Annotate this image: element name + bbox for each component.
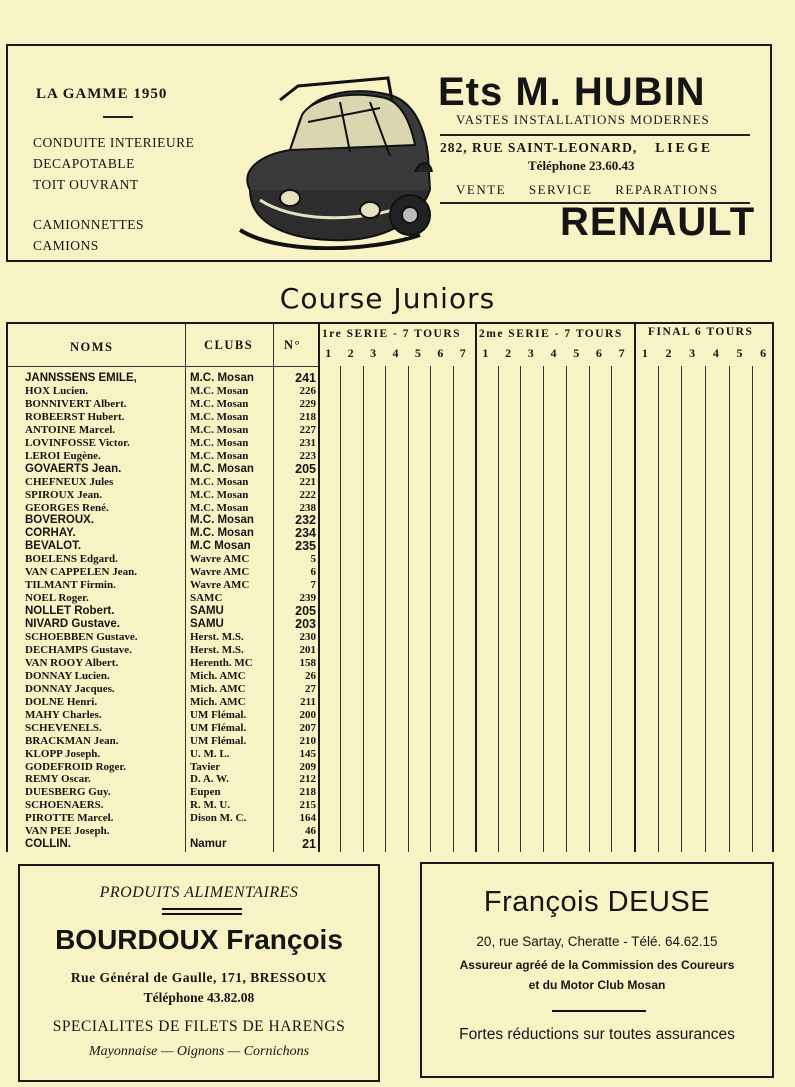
competitor-name: ROBEERST Hubert. bbox=[25, 410, 125, 423]
lap-divider bbox=[566, 366, 567, 852]
competitor-name: GEORGES René. bbox=[25, 501, 109, 514]
table-row bbox=[8, 424, 328, 437]
table-row bbox=[8, 527, 328, 540]
advert-products: Mayonnaise — Oignons — Cornichons bbox=[88, 1044, 310, 1059]
competitor-name: NOEL Roger. bbox=[25, 592, 89, 605]
lap-number: 3 bbox=[527, 346, 534, 360]
lap-number: 7 bbox=[459, 346, 466, 360]
competitor-club: UM Flémal. bbox=[190, 708, 247, 721]
competitor-number: 241 bbox=[295, 371, 316, 385]
table-row bbox=[8, 502, 328, 515]
competitor-number: 238 bbox=[299, 501, 316, 514]
competitor-number: 200 bbox=[299, 708, 316, 721]
gamme-list-commercial bbox=[33, 214, 144, 256]
competitor-name: VAN PEE Joseph. bbox=[25, 825, 110, 838]
competitor-number: 26 bbox=[305, 669, 316, 682]
competitor-name: SCHEVENELS. bbox=[25, 721, 102, 734]
table-row bbox=[8, 476, 328, 489]
competitor-number: 229 bbox=[299, 397, 316, 410]
lap-divider bbox=[385, 366, 386, 852]
lap-number: 6 bbox=[595, 346, 602, 360]
header-noms: NOMS bbox=[70, 340, 114, 354]
competitor-name: DUESBERG Guy. bbox=[25, 786, 111, 799]
hubin-advert bbox=[6, 44, 772, 262]
competitor-name: GODEFROID Roger. bbox=[25, 760, 127, 773]
competitor-club: SAMC bbox=[190, 592, 223, 605]
competitor-number: 210 bbox=[299, 734, 316, 747]
advert-name: François DEUSE bbox=[483, 886, 711, 918]
lap-number: 1 bbox=[641, 346, 648, 360]
table-row bbox=[8, 735, 328, 748]
results-table bbox=[6, 322, 774, 852]
competitor-number: 227 bbox=[299, 423, 316, 436]
competitor-club: M.C. Mosan bbox=[190, 449, 249, 462]
gamme-item: CAMIONS bbox=[33, 238, 99, 253]
city: LIEGE bbox=[655, 140, 714, 155]
competitor-club: M.C. Mosan bbox=[190, 372, 254, 384]
header-serie-2: 2me SERIE - 7 TOURS bbox=[479, 328, 623, 340]
competitor-number: 215 bbox=[299, 799, 316, 812]
competitor-number: 46 bbox=[305, 825, 316, 838]
table-row bbox=[8, 385, 328, 398]
competitor-name: PIROTTE Marcel. bbox=[25, 812, 114, 825]
advert-line: et du Motor Club Mosan bbox=[528, 978, 666, 992]
table-row bbox=[8, 838, 328, 851]
lap-divider bbox=[681, 366, 682, 852]
competitor-number: 232 bbox=[295, 513, 316, 528]
lap-number: 4 bbox=[392, 346, 399, 360]
lap-divider bbox=[705, 366, 706, 852]
competitor-club: M.C. Mosan bbox=[190, 501, 249, 514]
competitor-name: KLOPP Joseph. bbox=[25, 747, 101, 760]
competitor-club: M.C. Mosan bbox=[190, 488, 249, 501]
gamme-divider bbox=[103, 116, 133, 118]
competitor-number: 145 bbox=[299, 747, 316, 760]
divider bbox=[552, 1010, 646, 1012]
table-row bbox=[8, 605, 328, 618]
competitor-name: CHEFNEUX Jules bbox=[25, 475, 114, 488]
competitor-name: VAN ROOY Albert. bbox=[25, 656, 119, 669]
table-row bbox=[8, 398, 328, 411]
competitor-name: COLLIN. bbox=[25, 838, 71, 851]
competitor-number: 5 bbox=[310, 553, 316, 566]
lap-number: 2 bbox=[665, 346, 672, 360]
competitor-number: 203 bbox=[295, 617, 316, 632]
table-row bbox=[8, 411, 328, 424]
table-row bbox=[8, 450, 328, 463]
brand-name: RENAULT bbox=[560, 200, 756, 244]
competitor-number: 222 bbox=[299, 488, 316, 501]
competitor-number: 209 bbox=[299, 760, 316, 773]
competitor-club: Namur bbox=[190, 838, 227, 851]
header-serie-1: 1re SERIE - 7 TOURS bbox=[322, 328, 462, 340]
competitor-club: Wavre AMC bbox=[190, 566, 250, 579]
competitor-number: 207 bbox=[299, 721, 316, 734]
competitor-name: NOLLET Robert. bbox=[25, 605, 115, 618]
advert-line: Assureur agréé de la Commission des Coureurs bbox=[459, 958, 735, 972]
header-numero: N° bbox=[284, 338, 302, 352]
gamme-item: TOIT OUVRANT bbox=[33, 177, 139, 192]
competitor-club: M.C. Mosan bbox=[190, 475, 249, 488]
advert-address: Rue Général de Gaulle, 171, BRESSOUX bbox=[70, 970, 328, 985]
deuse-advert bbox=[420, 862, 774, 1078]
competitor-club: U. M. L. bbox=[190, 747, 230, 760]
competitor-club: Mich. AMC bbox=[190, 695, 246, 708]
table-row bbox=[8, 786, 328, 799]
competitor-name: GOVAERTS Jean. bbox=[25, 462, 122, 475]
lap-number: 3 bbox=[370, 346, 377, 360]
lap-divider bbox=[453, 366, 454, 852]
company-name: Ets M. HUBIN bbox=[438, 70, 706, 114]
table-row bbox=[8, 514, 328, 527]
advert-slogan: Fortes réductions sur toutes assurances bbox=[459, 1026, 735, 1043]
header-clubs: CLUBS bbox=[204, 338, 254, 352]
competitor-club: UM Flémal. bbox=[190, 734, 247, 747]
advert-address: 20, rue Sartay, Cheratte - Télé. 64.62.15 bbox=[476, 934, 718, 949]
table-row bbox=[8, 553, 328, 566]
table-row bbox=[8, 437, 328, 450]
lap-divider bbox=[363, 366, 364, 852]
lap-number: 2 bbox=[347, 346, 354, 360]
column-divider bbox=[475, 324, 477, 852]
competitor-number: 205 bbox=[295, 461, 316, 476]
competitor-number: 205 bbox=[295, 604, 316, 619]
competitor-name: HOX Lucien. bbox=[25, 384, 88, 397]
competitor-name: DOLNE Henri. bbox=[25, 695, 98, 708]
competitor-name: VAN CAPPELEN Jean. bbox=[25, 566, 137, 579]
table-row bbox=[8, 748, 328, 761]
competitor-name: DONNAY Lucien. bbox=[25, 669, 110, 682]
table-row bbox=[8, 709, 328, 722]
competitor-number: 230 bbox=[299, 631, 316, 643]
competitor-number: 239 bbox=[299, 592, 316, 605]
competitor-name: DONNAY Jacques. bbox=[25, 682, 115, 695]
lap-divider bbox=[658, 366, 659, 852]
competitor-name: SCHOEBBEN Gustave. bbox=[25, 631, 138, 643]
advert-phone: Téléphone 43.82.08 bbox=[143, 990, 255, 1005]
competitor-name: SPIROUX Jean. bbox=[25, 488, 103, 501]
table-row bbox=[8, 372, 328, 385]
competitor-club: M.C. Mosan bbox=[190, 410, 249, 423]
competitor-club: M.C. Mosan bbox=[190, 423, 249, 436]
table-row bbox=[8, 722, 328, 735]
lap-number: 6 bbox=[760, 346, 767, 360]
table-row bbox=[8, 579, 328, 592]
competitor-name: NIVARD Gustave. bbox=[25, 618, 121, 631]
competitor-number: 6 bbox=[310, 566, 316, 579]
double-rule bbox=[162, 908, 242, 915]
competitor-name: DECHAMPS Gustave. bbox=[25, 643, 132, 656]
lap-divider bbox=[752, 366, 753, 852]
competitor-name: CORHAY. bbox=[25, 527, 76, 540]
competitor-club: Tavier bbox=[190, 760, 221, 773]
lap-number: 7 bbox=[618, 346, 625, 360]
competitor-name: JANNSSENS EMILE, bbox=[25, 372, 137, 384]
lap-number: 2 bbox=[505, 346, 512, 360]
competitor-club: UM Flémal. bbox=[190, 721, 247, 734]
lap-number: 1 bbox=[482, 346, 489, 360]
lap-number: 4 bbox=[550, 346, 557, 360]
table-row bbox=[8, 696, 328, 709]
table-row bbox=[8, 812, 328, 825]
company-services: VENTE SERVICE REPARATIONS bbox=[456, 182, 719, 197]
lap-divider bbox=[430, 366, 431, 852]
competitor-number: 158 bbox=[299, 656, 316, 669]
gamme-item: CONDUITE INTERIEURE bbox=[33, 135, 195, 150]
competitor-number: 234 bbox=[295, 526, 316, 541]
competitor-number: 218 bbox=[299, 786, 316, 799]
competitor-name: TILMANT Firmin. bbox=[25, 579, 116, 592]
divider bbox=[440, 134, 750, 136]
competitor-number: 235 bbox=[295, 539, 316, 554]
competitor-club: Mich. AMC bbox=[190, 669, 246, 682]
gamme-item: DECAPOTABLE bbox=[33, 156, 135, 171]
gamme-item: CAMIONNETTES bbox=[33, 217, 144, 232]
competitor-number: 201 bbox=[299, 643, 316, 656]
table-row bbox=[8, 657, 328, 670]
competitor-club: Herst. M.S. bbox=[190, 631, 244, 643]
lap-number: 5 bbox=[414, 346, 421, 360]
table-row bbox=[8, 761, 328, 774]
gamme-list bbox=[33, 132, 194, 195]
page-title: Course Juniors bbox=[279, 282, 496, 315]
competitor-club: Herst. M.S. bbox=[190, 643, 244, 656]
lap-divider bbox=[408, 366, 409, 852]
lap-number: 5 bbox=[736, 346, 743, 360]
table-row bbox=[8, 489, 328, 502]
competitor-number: 231 bbox=[299, 436, 316, 449]
competitor-club: Wavre AMC bbox=[190, 553, 250, 566]
lap-number: 5 bbox=[573, 346, 580, 360]
competitor-name: BOELENS Edgard. bbox=[25, 553, 118, 566]
lap-divider bbox=[340, 366, 341, 852]
competitor-number: 21 bbox=[302, 837, 316, 852]
header-final: FINAL 6 TOURS bbox=[648, 326, 754, 338]
lap-divider bbox=[498, 366, 499, 852]
advert-name: BOURDOUX François bbox=[55, 924, 343, 955]
competitor-name: BRACKMAN Jean. bbox=[25, 734, 119, 747]
company-address bbox=[440, 140, 713, 156]
lap-number: 6 bbox=[437, 346, 444, 360]
competitor-number: 221 bbox=[299, 475, 316, 488]
competitor-club: D. A. W. bbox=[190, 773, 229, 786]
competitor-club: M.C. Mosan bbox=[190, 436, 249, 449]
table-row bbox=[8, 825, 328, 838]
table-row bbox=[8, 566, 328, 579]
competitor-name: REMY Oscar. bbox=[25, 773, 91, 786]
table-row bbox=[8, 631, 328, 644]
competitor-number: 27 bbox=[305, 682, 316, 695]
competitor-name: ANTOINE Marcel. bbox=[25, 423, 116, 436]
lap-divider bbox=[611, 366, 612, 852]
table-row bbox=[8, 773, 328, 786]
table-row bbox=[8, 463, 328, 476]
competitor-name: SCHOENAERS. bbox=[25, 799, 104, 812]
competitor-club: M.C Mosan bbox=[190, 540, 251, 553]
table-row bbox=[8, 618, 328, 631]
lap-number: 4 bbox=[712, 346, 719, 360]
company-phone: Téléphone 23.60.43 bbox=[528, 158, 635, 173]
lap-divider bbox=[589, 366, 590, 852]
competitor-number: 218 bbox=[299, 410, 316, 423]
company-tagline: VASTES INSTALLATIONS MODERNES bbox=[456, 112, 710, 127]
competitor-number: 223 bbox=[299, 449, 316, 462]
lap-divider bbox=[543, 366, 544, 852]
table-row bbox=[8, 644, 328, 657]
gamme-title: LA GAMME 1950 bbox=[36, 86, 168, 102]
competitor-club: Dison M. C. bbox=[190, 812, 247, 825]
competitor-club: M.C. Mosan bbox=[190, 527, 254, 540]
bourdoux-advert bbox=[18, 864, 380, 1082]
competitor-name: MAHY Charles. bbox=[25, 708, 102, 721]
lap-number: 3 bbox=[689, 346, 696, 360]
competitor-club: Wavre AMC bbox=[190, 579, 250, 592]
competitor-club: M.C. Mosan bbox=[190, 462, 254, 475]
competitor-number: 211 bbox=[300, 695, 316, 708]
header-rule bbox=[8, 366, 318, 367]
table-row bbox=[8, 540, 328, 553]
competitor-club: SAMU bbox=[190, 618, 224, 631]
renault-4cv-illustration bbox=[220, 60, 434, 250]
table-row bbox=[8, 799, 328, 812]
competitor-club: M.C. Mosan bbox=[190, 514, 254, 527]
competitor-club: Mich. AMC bbox=[190, 682, 246, 695]
competitor-name: BEVALOT. bbox=[25, 540, 82, 553]
competitor-name: LEROI Eugène. bbox=[25, 449, 101, 462]
advert-specialty: SPECIALITES DE FILETS DE HARENGS bbox=[52, 1018, 346, 1035]
lap-divider bbox=[729, 366, 730, 852]
street: 282, RUE SAINT-LEONARD, bbox=[440, 140, 638, 155]
table-row bbox=[8, 683, 328, 696]
competitor-number: 7 bbox=[310, 579, 316, 592]
competitor-club: Eupen bbox=[190, 786, 221, 799]
competitor-name: BONNIVERT Albert. bbox=[25, 397, 127, 410]
column-divider bbox=[634, 324, 636, 852]
competitor-number: 226 bbox=[299, 384, 316, 397]
advert-category: PRODUITS ALIMENTAIRES bbox=[99, 884, 299, 901]
table-row bbox=[8, 670, 328, 683]
lap-divider bbox=[520, 366, 521, 852]
competitor-name: BOVEROUX. bbox=[25, 514, 95, 527]
table-row bbox=[8, 592, 328, 605]
competitor-number: 212 bbox=[299, 773, 316, 786]
competitor-club: M.C. Mosan bbox=[190, 384, 249, 397]
competitor-name: LOVINFOSSE Victor. bbox=[25, 436, 130, 449]
competitor-club: R. M. U. bbox=[190, 799, 231, 812]
competitor-club: Herenth. MC bbox=[190, 656, 253, 669]
lap-number: 1 bbox=[325, 346, 332, 360]
competitor-club: M.C. Mosan bbox=[190, 397, 249, 410]
competitor-number: 164 bbox=[299, 812, 316, 825]
competitor-club: SAMU bbox=[190, 605, 224, 618]
